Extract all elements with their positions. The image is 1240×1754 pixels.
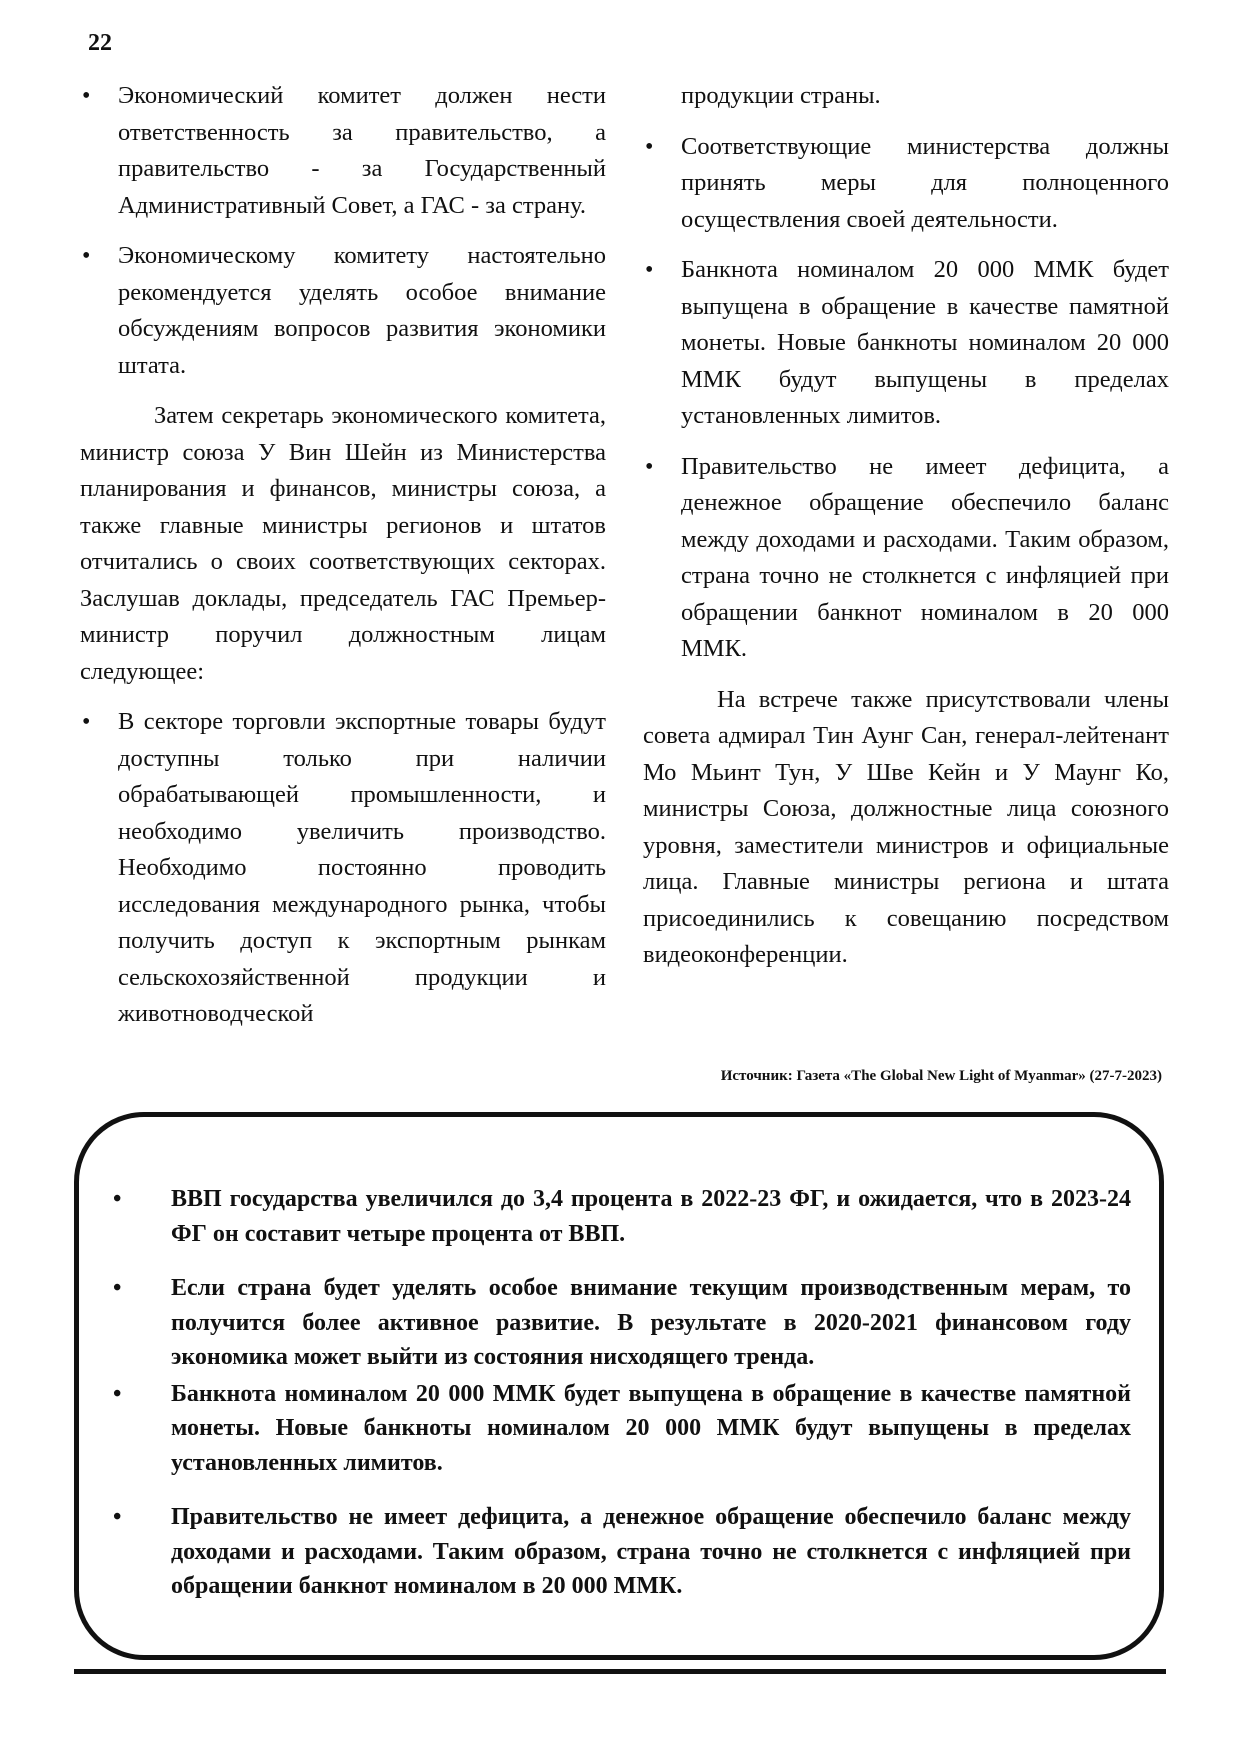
left-bullet-list (80, 78, 606, 384)
summary-item-banknote: • Банкнота номиналом 20 000 ММК будет выпущена в обращение в качестве памятной монеты. Новые банкноты номиналом 20 000 ММК будут выпущены в пределах установленных лимитов. (107, 1377, 1131, 1481)
paragraph-ministers-report: Затем секретарь экономического комитета, министр союза У Вин Шейн из Министерства планирования и финансов, министры союза, а также главные министры регионов и штатов отчитались о своих соответствующих секторах. Заслушав доклады, председатель ГАС Премьер-министр поручил должностным лицам следующее: (80, 402, 606, 685)
summary-item-deficit: • Правительство не имеет дефицита, а денежное обращение обеспечило баланс между доходами и расходами. Таким образом, страна точно не столкнется с инфляцией при обращении банкнот номиналом в 20 000 ММК. (107, 1500, 1131, 1604)
summary-item-production: • Если страна будет уделять особое внимание текущим производственным мерам, то получится более активное развитие. В результате в 2020-2021 финансовом году экономика может выйти из состояния нисходящего тренда. (107, 1271, 1131, 1375)
left-column (80, 78, 606, 1047)
source-citation: Источник: Газета «The Global New Light of Myanmar» (27-7-2023) (720, 1068, 1162, 1084)
right-column (643, 78, 1169, 988)
paragraph-meeting-attendees: На встрече также присутствовали члены совета адмирал Тин Аунг Сан, генерал-лейтенант Мо Мьинт Тун, У Шве Кейн и У Маунг Ко, министры Союза, должностные лица союзного уровня, заместители министров и официальные лица. Главные министры региона и штата присоединились к совещанию посредством видеоконференции. (643, 685, 1169, 968)
bullet-economic-committee-responsibility: • Экономический комитет должен нести ответственность за правительство, а правительство - за Государственный Административный Совет, а ГАС - за страну. (80, 78, 606, 224)
summary-item-gdp: • ВВП государства увеличился до 3,4 процента в 2022-23 ФГ, и ожидается, что в 2023-24 ФГ он составит четыре процента от ВВП. (107, 1182, 1131, 1251)
bullet-continuation-text: продукции страны. (681, 82, 881, 109)
bullet-ministries-measures: • Соответствующие министерства должны принять меры для полноценного осуществления своей деятельности. (643, 129, 1169, 239)
right-bullet-list (643, 129, 1169, 668)
bottom-divider (74, 1669, 1166, 1674)
left-bullet-list-trade (80, 704, 606, 1033)
page-number: 22 (88, 30, 112, 56)
summary-box (74, 1112, 1164, 1660)
summary-list (107, 1182, 1131, 1624)
bullet-state-economy-discussion: • Экономическому комитету настоятельно рекомендуется уделять особое внимание обсуждениям вопросов развития экономики штата. (80, 238, 606, 384)
bullet-trade-sector: • В секторе торговли экспортные товары будут доступны только при наличии обрабатывающей промышленности, и необходимо увеличить производство. Необходимо постоянно проводить исследования международного рынка, чтобы получить доступ к экспортным рынкам сельскохозяйственной продукции и животноводческой (80, 704, 606, 1033)
bullet-banknote-issue: • Банкнота номиналом 20 000 ММК будет выпущена в обращение в качестве памятной монеты. Новые банкноты номиналом 20 000 ММК будут выпущены в пределах установленных лимитов. (643, 252, 1169, 435)
bullet-no-deficit: • Правительство не имеет дефицита, а денежное обращение обеспечило баланс между доходами и расходами. Таким образом, страна точно не столкнется с инфляцией при обращении банкнот номиналом в 20 000 ММК. (643, 449, 1169, 668)
